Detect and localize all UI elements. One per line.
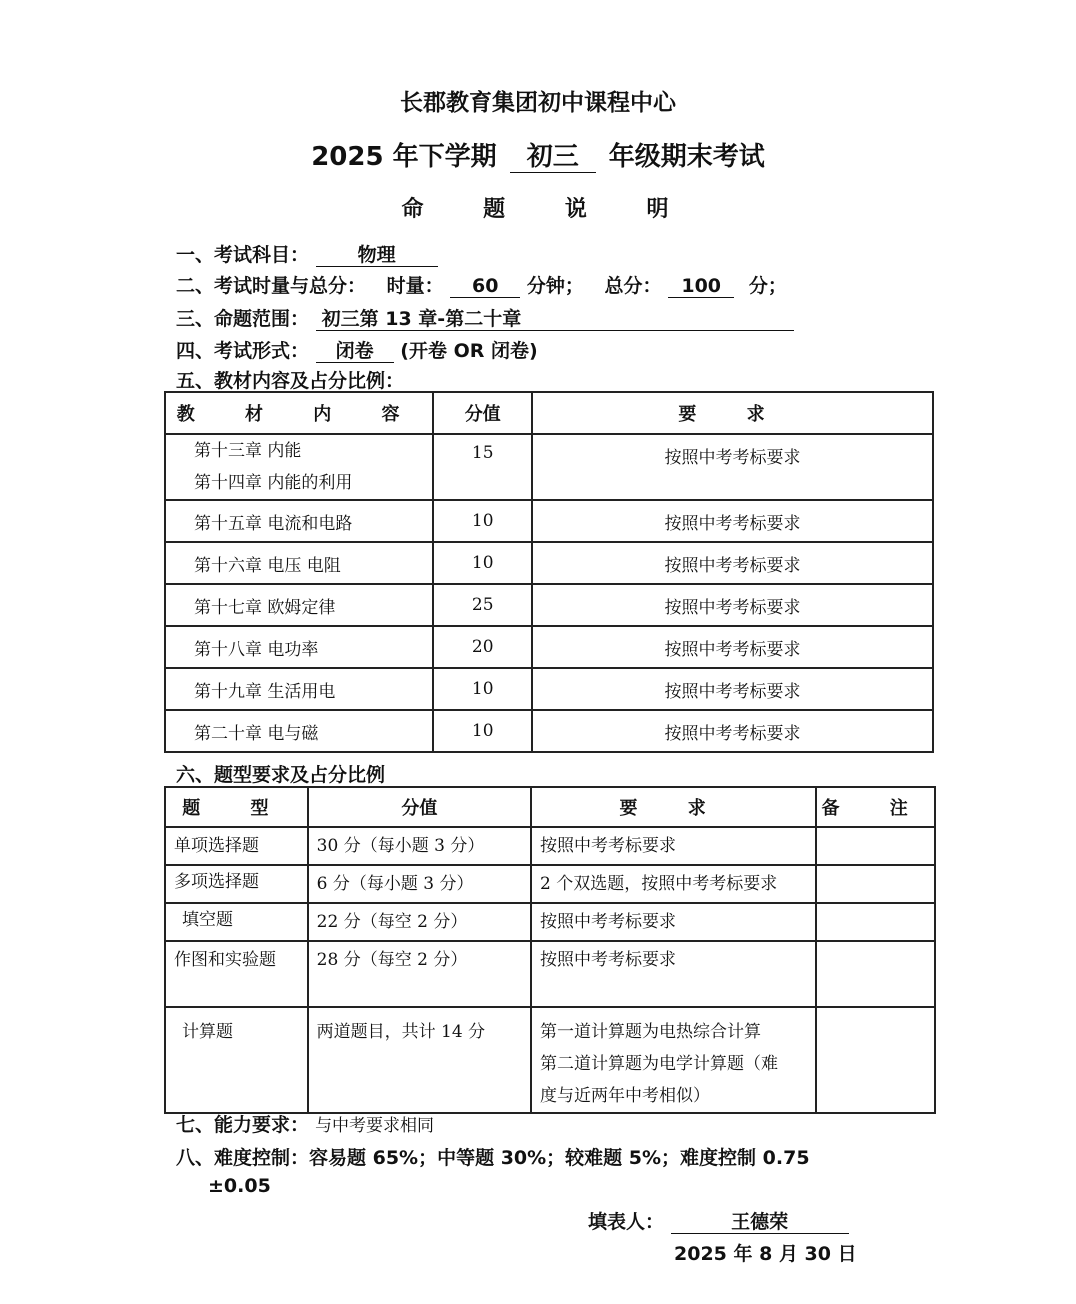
requirement-cell: 按照中考考标要求 xyxy=(532,500,933,542)
filler-name: 王德荣 xyxy=(671,1212,849,1234)
chapter-cell xyxy=(165,434,433,500)
scope-line xyxy=(176,304,794,331)
requirement-cell: 按照中考考标要求 xyxy=(531,903,816,941)
table-row xyxy=(165,865,935,903)
chapter-name: 第十四章 内能的利用 xyxy=(194,473,353,493)
subject-line xyxy=(176,240,438,267)
total-unit: 分； xyxy=(748,275,787,297)
chapter-cell: 第二十章 电与磁 xyxy=(165,710,433,752)
table-row xyxy=(165,434,933,500)
exam-prefix: 2025 年下学期 xyxy=(311,142,497,172)
table-row xyxy=(165,542,933,584)
header-requirement: 要 求 xyxy=(531,787,816,827)
table-row xyxy=(165,710,933,752)
header-requirement: 要 求 xyxy=(532,392,933,434)
chapter-cell: 第十五章 电流和电路 xyxy=(165,500,433,542)
scope-label: 三、命题范围： xyxy=(176,308,310,330)
question-type-table xyxy=(164,786,936,1114)
requirement-cell: 按照中考考标要求 xyxy=(532,542,933,584)
requirement-cell: 按照中考考标要求 xyxy=(532,710,933,752)
type-cell: 填空题 xyxy=(165,903,308,941)
requirement-cell: 按照中考考标要求 xyxy=(532,434,933,500)
score-cell: 22 分（每空 2 分） xyxy=(308,903,531,941)
score-cell: 两道题目，共计 14 分 xyxy=(308,1007,531,1113)
document-title: 命 题 说 明 xyxy=(401,197,695,222)
score-cell: 15 xyxy=(433,434,532,500)
ability-value: 与中考要求相同 xyxy=(315,1116,435,1136)
score-cell: 30 分（每小题 3 分） xyxy=(308,827,531,865)
duration-unit: 分钟； xyxy=(526,275,584,297)
exam-title xyxy=(0,136,1076,173)
content-table xyxy=(164,391,934,753)
subject-value: 物理 xyxy=(316,245,438,267)
chapter-cell: 第十九章 生活用电 xyxy=(165,668,433,710)
difficulty-line: 八、难度控制：容易题 65%；中等题 30%；较难题 5%；难度控制 0.75 xyxy=(176,1147,810,1169)
signed-date: 2025 年 8 月 30 日 xyxy=(674,1243,857,1265)
difficulty-tolerance: ±0.05 xyxy=(208,1175,271,1197)
qtype-section-label: 六、题型要求及占分比例 xyxy=(176,764,386,786)
total-value: 100 xyxy=(668,276,734,298)
filler-line xyxy=(588,1207,849,1234)
requirement-cell: 按照中考考标要求 xyxy=(532,626,933,668)
score-cell: 10 xyxy=(433,500,532,542)
type-cell: 作图和实验题 xyxy=(165,941,308,1007)
chapter-cell: 第十七章 欧姆定律 xyxy=(165,584,433,626)
requirement-cell: 按照中考考标要求 xyxy=(532,668,933,710)
time-line xyxy=(176,271,787,298)
total-label: 总分： xyxy=(604,275,662,297)
subject-label: 一、考试科目： xyxy=(176,244,310,266)
note-cell xyxy=(816,941,935,1007)
note-cell xyxy=(816,827,935,865)
qtype-table-header xyxy=(165,787,935,827)
requirement-cell: 按照中考考标要求 xyxy=(532,584,933,626)
form-value: 闭卷 xyxy=(316,341,394,363)
exam-suffix: 年级期末考试 xyxy=(608,142,765,172)
note-cell xyxy=(816,1007,935,1113)
chapter-cell: 第十六章 电压 电阻 xyxy=(165,542,433,584)
header-score: 分值 xyxy=(433,392,532,434)
form-label: 四、考试形式： xyxy=(176,340,310,362)
form-line xyxy=(176,336,538,363)
requirement-cell: 2 个双选题，按照中考考标要求 xyxy=(531,865,816,903)
score-cell: 20 xyxy=(433,626,532,668)
table-row xyxy=(165,668,933,710)
filler-label: 填表人： xyxy=(588,1211,665,1233)
type-cell: 多项选择题 xyxy=(165,865,308,903)
grade-value: 初三 xyxy=(510,143,596,173)
content-table-header xyxy=(165,392,933,434)
requirement-line: 第二道计算题为电学计算题（难 xyxy=(540,1054,779,1074)
table-row xyxy=(165,827,935,865)
table-row xyxy=(165,626,933,668)
requirement-line: 度与近两年中考相似） xyxy=(540,1086,711,1106)
chapter-cell: 第十八章 电功率 xyxy=(165,626,433,668)
requirement-line: 第一道计算题为电热综合计算 xyxy=(540,1022,762,1042)
duration-value: 60 xyxy=(450,276,520,298)
header-note: 备 注 xyxy=(816,787,935,827)
score-cell: 10 xyxy=(433,542,532,584)
score-cell: 10 xyxy=(433,710,532,752)
ability-line xyxy=(176,1110,434,1137)
requirement-cell xyxy=(531,1007,816,1113)
score-cell: 25 xyxy=(433,584,532,626)
table-row xyxy=(165,903,935,941)
score-cell: 10 xyxy=(433,668,532,710)
type-cell: 单项选择题 xyxy=(165,827,308,865)
time-label: 二、考试时量与总分： xyxy=(176,275,367,297)
scope-value: 初三第 13 章-第二十章 xyxy=(316,309,794,331)
note-cell xyxy=(816,865,935,903)
ability-label: 七、能力要求： xyxy=(176,1114,310,1136)
header-type: 题 型 xyxy=(165,787,308,827)
requirement-cell: 按照中考考标要求 xyxy=(531,827,816,865)
score-cell: 6 分（每小题 3 分） xyxy=(308,865,531,903)
header-score: 分值 xyxy=(308,787,531,827)
form-note: (开卷 OR 闭卷) xyxy=(400,340,538,362)
header-content: 教 材 内 容 xyxy=(165,392,433,434)
table-row xyxy=(165,500,933,542)
requirement-cell: 按照中考考标要求 xyxy=(531,941,816,1007)
table-row xyxy=(165,584,933,626)
organization-title: 长郡教育集团初中课程中心 xyxy=(400,90,676,116)
duration-label: 时量： xyxy=(386,275,444,297)
table-row xyxy=(165,941,935,1007)
table-row xyxy=(165,1007,935,1113)
score-cell: 28 分（每空 2 分） xyxy=(308,941,531,1007)
chapter-name: 第十三章 内能 xyxy=(194,441,302,461)
content-section-label: 五、教材内容及占分比例： xyxy=(176,370,405,392)
note-cell xyxy=(816,903,935,941)
type-cell: 计算题 xyxy=(165,1007,308,1113)
